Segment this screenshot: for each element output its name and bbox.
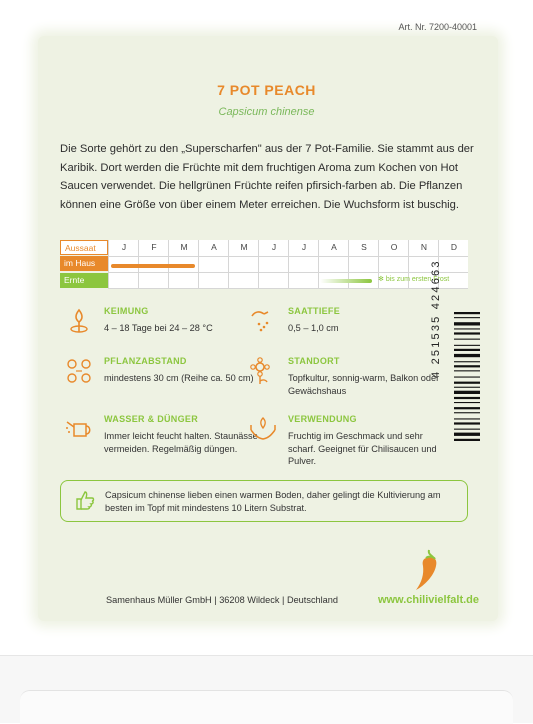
article-number: Art. Nr. 7200-40001 bbox=[398, 22, 477, 32]
calendar-month-label: J bbox=[271, 242, 277, 252]
info-keimung-text: 4 – 18 Tage bei 24 – 28 °C bbox=[104, 323, 213, 333]
calendar-month-label: J bbox=[301, 242, 307, 252]
info-keimung-title: KEIMUNG bbox=[104, 306, 149, 316]
calendar-label-ernte: Ernte bbox=[60, 273, 108, 288]
barcode-bar bbox=[454, 361, 480, 362]
barcode-bar bbox=[454, 354, 480, 357]
barcode-bar bbox=[454, 312, 480, 314]
calendar-month-label: A bbox=[211, 242, 217, 252]
barcode-bar bbox=[454, 349, 480, 351]
barcode-bar bbox=[454, 397, 480, 399]
barcode-bar bbox=[454, 377, 480, 378]
sun-flower-icon bbox=[248, 356, 278, 386]
calendar-month bbox=[198, 240, 228, 289]
calendar-bar-ernte bbox=[320, 279, 372, 283]
info-saattiefe-text: 0,5 – 1,0 cm bbox=[288, 323, 339, 333]
barcode-bar bbox=[454, 407, 480, 409]
frost-note-text: bis zum ersten Frost bbox=[385, 276, 450, 283]
snowflake-icon: ✻ bbox=[378, 276, 386, 283]
barcode-bar bbox=[454, 429, 480, 430]
info-standort-title: STANDORT bbox=[288, 356, 340, 366]
calendar-month-label: M bbox=[180, 242, 188, 252]
barcode-bar bbox=[454, 370, 480, 371]
cultivation-tip-text: Capsicum chinense lieben einen warmen Boden, daher gelingt die Kultivierung am besten im Topf mit mindestens 10 Litern Substrat. bbox=[105, 490, 441, 513]
footer-company: Samenhaus Müller GmbH | 36208 Wildeck | Deutschland bbox=[106, 595, 339, 605]
info-saattiefe-title: SAATTIEFE bbox=[288, 306, 341, 316]
barcode-bar bbox=[454, 433, 480, 436]
barcode-bar bbox=[454, 439, 480, 441]
calendar-month bbox=[228, 240, 258, 289]
info-wasser-text: Immer leicht feucht halten. Staunässe vermeiden. Regelmäßig düngen. bbox=[104, 431, 258, 454]
calendar-row-divider bbox=[108, 288, 468, 289]
info-verwendung-text: Fruchtig im Geschmack und sehr scharf. Geeignet für Chilisaucen und Pulver. bbox=[288, 431, 437, 466]
barcode-bar bbox=[454, 382, 480, 384]
barcode-bar bbox=[454, 322, 480, 325]
barcode-bar bbox=[454, 387, 480, 388]
product-name: 7 POT PEACH bbox=[217, 82, 316, 98]
calendar-label-aussaat: Aussaat bbox=[60, 240, 108, 255]
hands-plant-icon bbox=[248, 414, 278, 444]
barcode bbox=[454, 312, 480, 460]
cultivation-tip-box bbox=[60, 480, 468, 522]
barcode-bar bbox=[454, 317, 480, 318]
barcode-bar bbox=[454, 339, 480, 340]
calendar-bar-im-haus bbox=[111, 264, 195, 268]
barcode-bar bbox=[454, 391, 480, 394]
calendar-month-label: D bbox=[450, 242, 458, 252]
info-wasser-title: WASSER & DÜNGER bbox=[104, 414, 199, 424]
barcode-number: 4 251535 424663 bbox=[430, 259, 442, 378]
calendar-month-label: F bbox=[151, 242, 157, 252]
calendar-month bbox=[288, 240, 318, 289]
seed-depth-icon bbox=[248, 306, 278, 336]
barcode-bar bbox=[454, 418, 480, 419]
info-verwendung-title: VERWENDUNG bbox=[288, 414, 357, 424]
product-description: Die Sorte gehört zu den „Superscharfen" aus der 7 Pot-Familie. Sie stammt aus der Karibik. Dort werden die Früchte mit dem fruchtigen Aroma zum Kochen von Hot Saucen verwendet. Die hellgrünen Früchte reifen pfirsich-farben ab. Die Pflanzen können eine Größe von über einem Meter erreichen. Die Wuchsform ist buschig. bbox=[60, 143, 474, 211]
packet-flap-edge bbox=[20, 690, 513, 724]
seed-icon bbox=[64, 306, 94, 336]
calendar-month-label: S bbox=[361, 242, 367, 252]
barcode-bar bbox=[454, 328, 480, 329]
spacing-plants-icon bbox=[64, 356, 94, 386]
calendar-month-label: A bbox=[331, 242, 337, 252]
barcode-bar bbox=[454, 422, 480, 424]
thumb-tip-icon bbox=[71, 487, 97, 513]
calendar-row-divider bbox=[108, 272, 468, 273]
calendar-month-label: J bbox=[121, 242, 127, 252]
calendar-row-divider bbox=[108, 256, 468, 257]
info-pflanzabstand-title: PFLANZABSTAND bbox=[104, 356, 187, 366]
chili-pepper-icon bbox=[412, 548, 442, 594]
calendar-month-label: M bbox=[240, 242, 248, 252]
barcode-bar bbox=[454, 332, 480, 334]
calendar-month-label: O bbox=[390, 242, 398, 252]
barcode-bar bbox=[454, 345, 480, 346]
barcode-bar bbox=[454, 365, 480, 367]
info-pflanzabstand-text: mindestens 30 cm (Reihe ca. 50 cm) bbox=[104, 373, 254, 383]
info-standort-text: Topfkultur, sonnig-warm, Balkon oder Gewächshaus bbox=[288, 373, 440, 396]
product-latin-name: Capsicum chinense bbox=[218, 106, 315, 118]
calendar-month bbox=[258, 240, 288, 289]
barcode-bar bbox=[454, 412, 480, 413]
sowing-calendar bbox=[60, 240, 468, 290]
footer-url: www.chilivielfalt.de bbox=[377, 594, 479, 606]
calendar-month-label: N bbox=[420, 242, 428, 252]
calendar-label-im-haus: im Haus bbox=[60, 256, 108, 271]
watering-can-icon bbox=[64, 414, 94, 444]
barcode-bar bbox=[454, 402, 480, 403]
